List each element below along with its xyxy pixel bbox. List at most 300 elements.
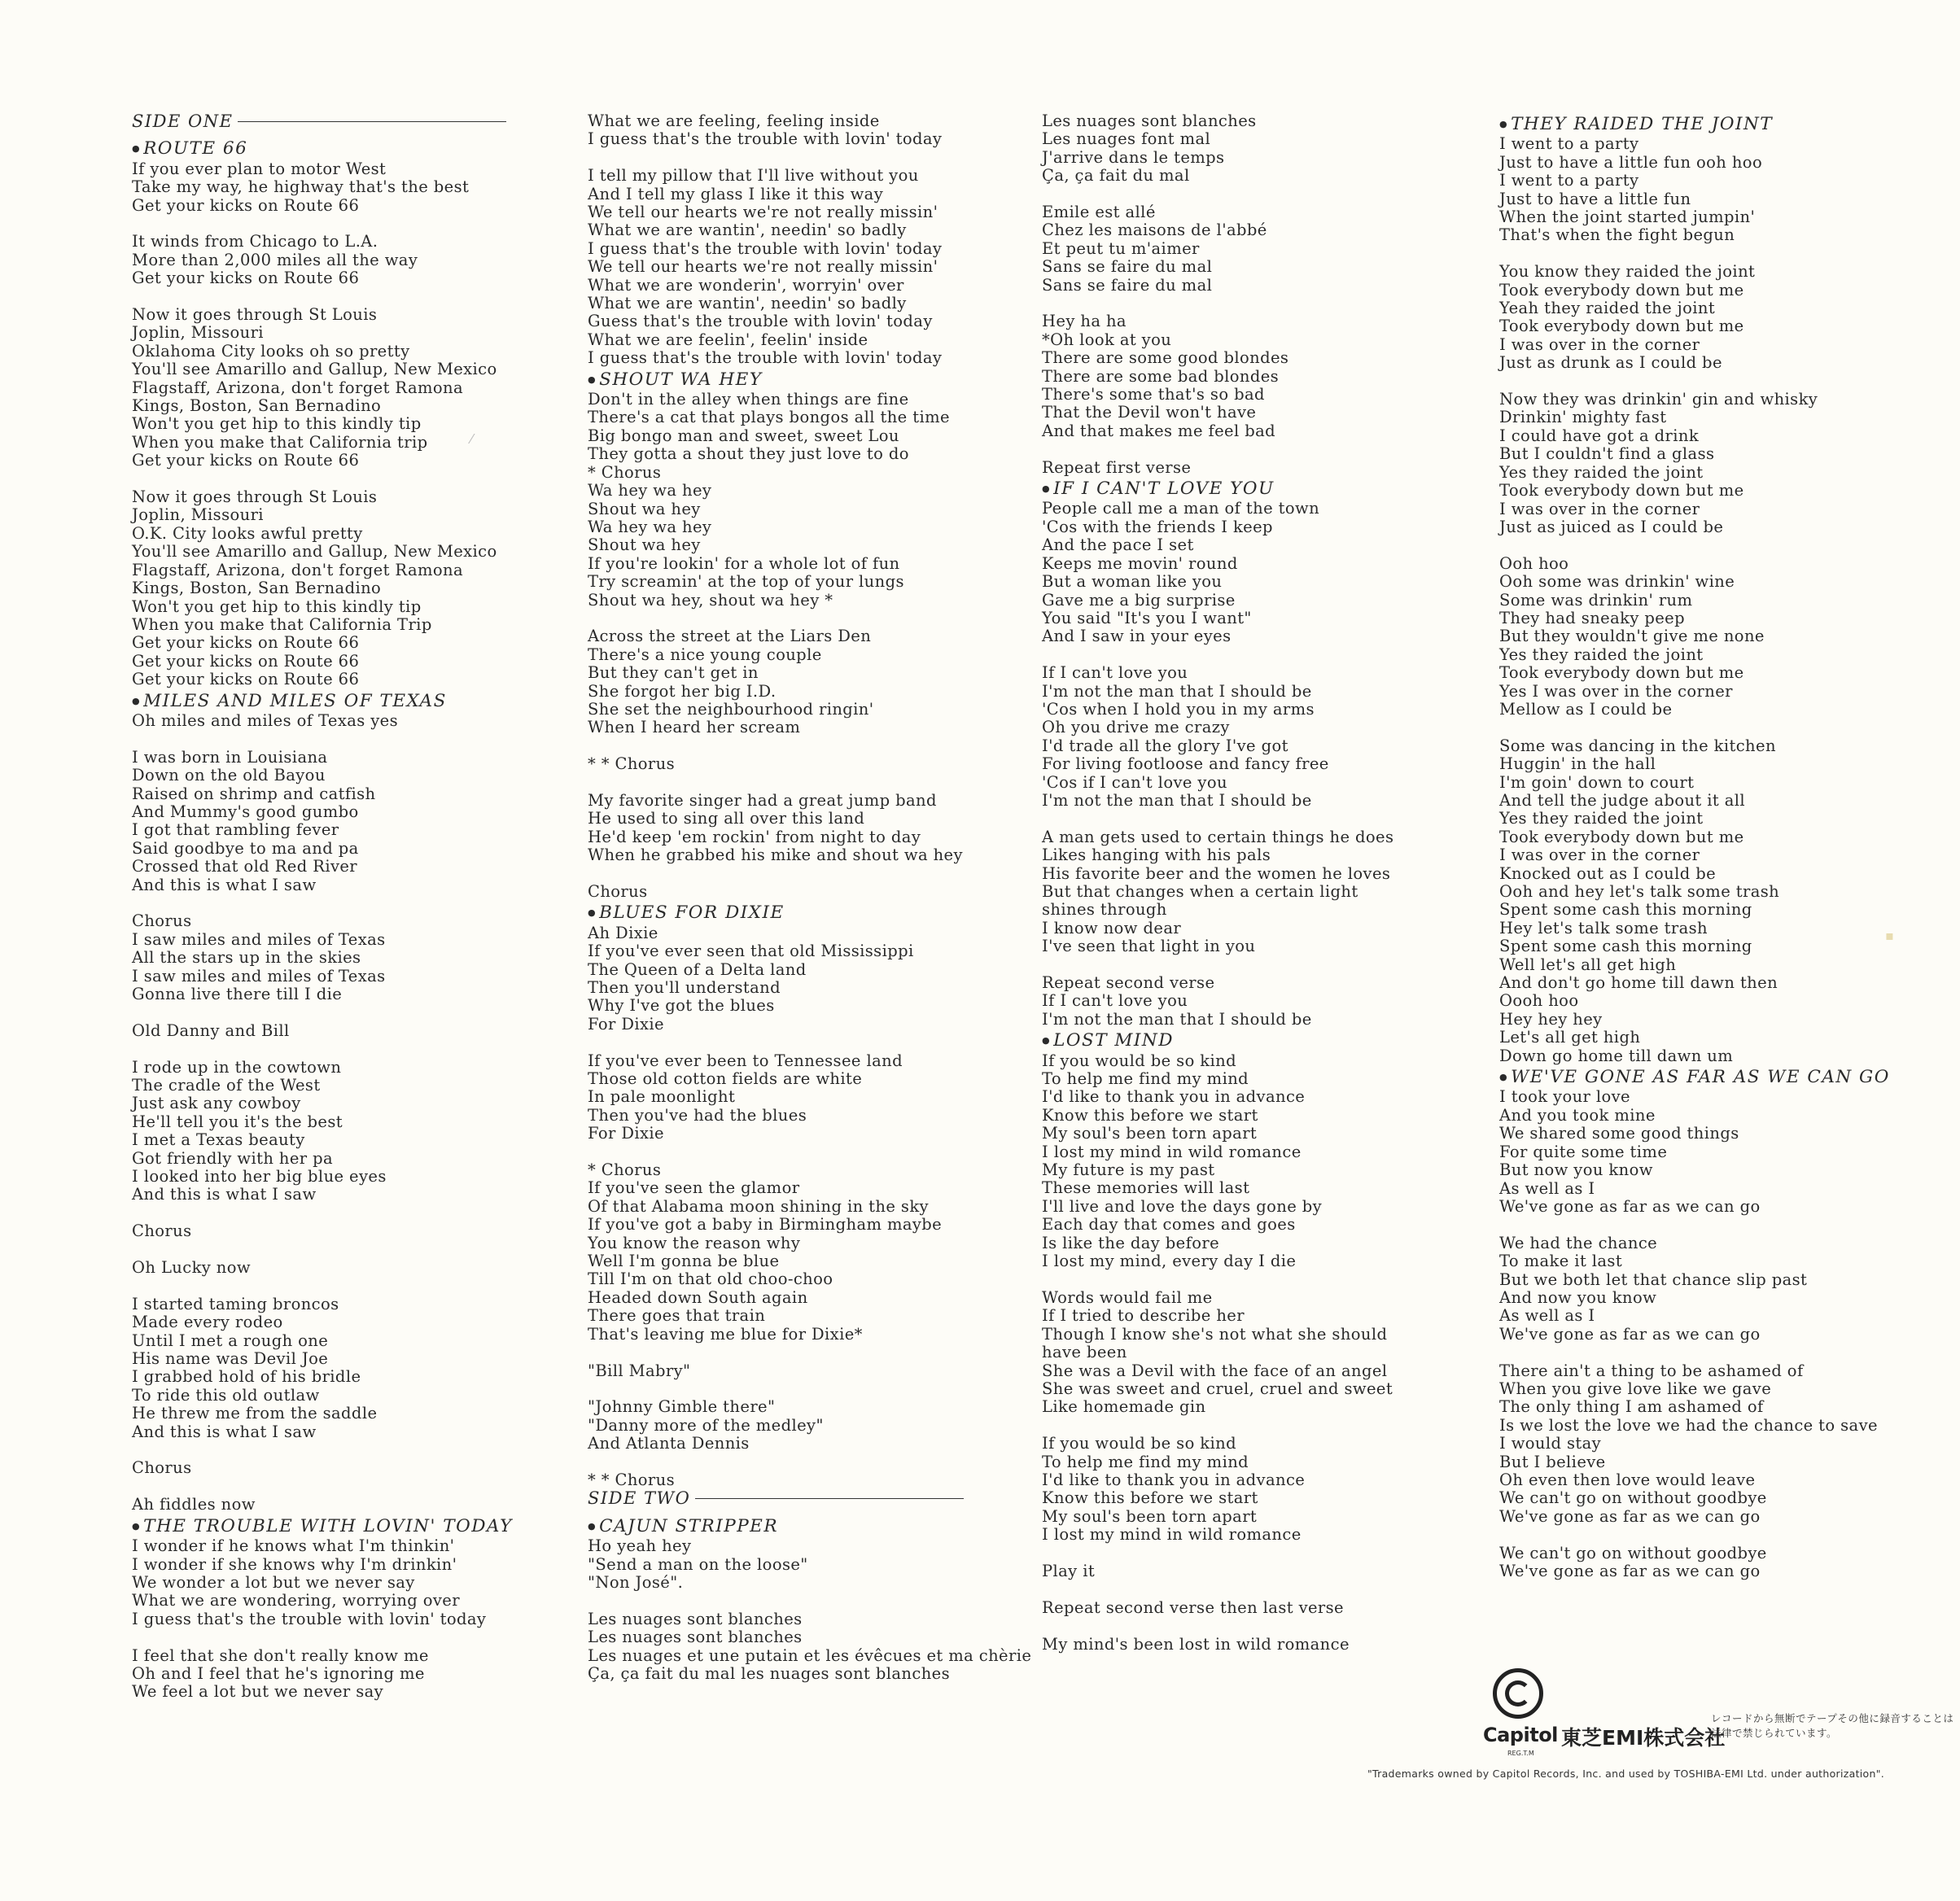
lyric-line: If you would be so kind [1042,1051,1237,1070]
lyric-line: Mellow as I could be [1499,699,1673,719]
bullet-icon: ● [588,907,597,919]
lyric-line: I'd trade all the glory I've got [1042,736,1288,755]
lyric-line: The only thing I am ashamed of [1499,1397,1764,1417]
bullet-icon: ● [132,143,142,155]
stanza-gap [132,1204,513,1222]
lyric-line: If you ever plan to motor West [132,159,387,178]
lyric-line: Crossed that old Red River [132,857,358,876]
lyric-line: To help me find my mind [1042,1452,1249,1471]
lyric-line: Now they was drinkin' gin and whisky [1499,390,1818,409]
lyric-line: What we are wantin', needin' so badly [588,294,907,313]
lyric-line: Sans se faire du mal [1042,257,1213,277]
lyric-line: Just as drunk as I could be [1499,353,1722,373]
stanza-gap [588,1592,1031,1610]
lyric-line: Les nuages sont blanches [588,1628,803,1647]
lyric-line: For quite some time [1499,1142,1668,1161]
lyric-line: Les nuages sont blanches [1042,111,1257,130]
lyric-line: What we are wonderin', worryin' over [588,275,904,295]
lyric-line: I saw miles and miles of Texas [132,966,386,985]
lyric-line: I lost my mind in wild romance [1042,1142,1302,1161]
lyric-line: We shared some good things [1499,1124,1739,1143]
lyric-line: Guess that's the trouble with lovin' today [588,312,933,331]
lyric-line: We wonder a lot but we never say [132,1572,415,1592]
capitol-reg-mark: REG.T.M [1507,1750,1534,1757]
lyric-line: We can't go on without goodbye [1499,1543,1767,1562]
lyric-line: I'll live and love the days gone by [1042,1196,1323,1216]
bullet-icon: ● [1042,1035,1052,1047]
lyric-line: When he grabbed his mike and shout wa hey [588,846,963,865]
lyric-line: J'arrive dans le temps [1042,147,1225,167]
lyric-line: You'll see Amarillo and Gallup, New Mexico [132,360,497,379]
lyric-line: But a woman like you [1042,572,1223,592]
lyric-line: There's a cat that plays bongos all the time [588,408,950,427]
lyric-line: For Dixie [588,1124,664,1143]
lyric-line: Drinkin' mighty fast [1499,408,1667,427]
song-title-text: THEY RAIDED THE JOINT [1511,114,1774,134]
lyric-line: But we both let that chance slip past [1499,1270,1808,1289]
lyric-line: If I can't love you [1042,663,1188,683]
lyric-line: We can't go on without goodbye [1499,1488,1767,1508]
lyric-line: Ooh and hey let's talk some trash [1499,882,1780,901]
lyric-line: You'll see Amarillo and Gallup, New Mexico [132,542,497,562]
lyric-line: Emile est allé [1042,203,1156,222]
lyric-line: What we are wantin', needin' so badly [588,221,907,240]
lyric-line: There's some that's so bad [1042,385,1265,404]
lyric-line: Took everybody down but me [1499,481,1744,500]
lyric-line: Till I'm on that old choo-choo [588,1270,833,1289]
lyric-line: Ah fiddles now [132,1495,256,1514]
lyric-line: Made every rodeo [132,1313,283,1332]
lyric-line: I wonder if she knows why I'm drinkin' [132,1554,457,1574]
lyric-line: If you would be so kind [1042,1434,1237,1453]
lyric-line: Get your kicks on Route 66 [132,269,360,288]
lyric-line: I'd like to thank you in advance [1042,1087,1306,1107]
lyric-line: Take my way, he highway that's the best [132,177,470,197]
lyric-line: I guess that's the trouble with lovin' today [588,348,943,368]
lyric-line: Took everybody down but me [1499,663,1744,683]
lyric-line: What we are wondering, worrying over [132,1591,460,1610]
lyric-line: I lost my mind in wild romance [1042,1525,1302,1545]
lyric-line: Down go home till dawn um [1499,1046,1734,1065]
lyric-line: Et peut tu m'aimer [1042,238,1200,258]
song-title [588,371,1031,389]
lyric-line: Oh you drive me crazy [1042,718,1230,737]
lyric-line: Les nuages font mal [1042,129,1211,149]
lyric-line: Words would fail me [1042,1287,1213,1307]
lyric-line: His favorite beer and the women he loves [1042,863,1391,883]
lyric-line: And I saw in your eyes [1042,627,1232,646]
lyric-line: But I believe [1499,1452,1606,1471]
lyric-line: As well as I [1499,1178,1595,1198]
lyric-line: When I heard her scream [588,718,801,737]
lyric-line: Big bongo man and sweet, sweet Lou [588,426,899,445]
song-title [1499,1068,1890,1086]
lyric-line: And this is what I saw [132,1422,317,1441]
lyrics-column-2 [588,112,1031,1683]
stanza-gap [588,1453,1031,1471]
lyric-line: Likes hanging with his pals [1042,846,1271,865]
lyric-line: He'll tell you it's the best [132,1112,343,1131]
lyric-line: I was over in the corner [1499,846,1700,865]
lyric-line: People call me a man of the town [1042,499,1320,518]
stanza-gap [588,1034,1031,1051]
lyric-line: "Bill Mabry" [588,1361,691,1380]
bullet-icon: ● [132,1520,142,1532]
bullet-icon: ● [1042,483,1052,495]
song-title [132,140,513,158]
stanza-gap [132,1241,513,1259]
stanza-gap [1499,1526,1890,1544]
lyric-line: Hey let's talk some trash [1499,918,1708,937]
lyric-line: And Atlanta Dennis [588,1434,750,1453]
stanza-gap [1042,295,1393,312]
lyric-line: Those old cotton fields are white [588,1069,863,1089]
lyric-line: When you make that California Trip [132,614,432,634]
song-title [588,1515,1031,1536]
song-title [1042,480,1393,498]
lyric-line: have been [1042,1343,1127,1362]
lyric-line: Took everybody down but me [1499,280,1744,299]
lyric-line: shines through [1042,900,1167,920]
lyric-line: It winds from Chicago to L.A. [132,232,378,251]
lyric-line: Oooh hoo [1499,991,1579,1011]
lyric-line: And I tell my glass I like it this way [588,184,884,203]
lyric-line: There are some bad blondes [1042,366,1280,386]
song-title [1499,116,1890,133]
lyric-line: Joplin, Missouri [132,323,264,343]
lyric-line: Is like the day before [1042,1233,1220,1252]
lyric-line: When the joint started jumpin' [1499,208,1756,227]
lyric-line: Ooh some was drinkin' wine [1499,572,1735,592]
lyric-line: And Mummy's good gumbo [132,802,359,821]
lyric-line: Yeah they raided the joint [1499,299,1716,318]
stanza-gap [1042,1417,1393,1435]
song-title-text: SHOUT WA HEY [599,369,763,390]
lyric-line: "Johnny Gimble there" [588,1397,776,1417]
lyric-line: But that changes when a certain light [1042,881,1358,901]
lyric-line: "Danny more of the medley" [588,1415,824,1435]
lyric-line: To make it last [1499,1252,1623,1271]
lyric-line: Get your kicks on Route 66 [132,651,360,671]
lyric-line: Let's all get high [1499,1028,1641,1047]
lyric-line: A man gets used to certain things he does [1042,827,1394,846]
lyric-line: Chorus [132,1221,192,1241]
lyric-line: Chorus [132,1458,192,1478]
lyric-line: Each day that comes and goes [1042,1215,1296,1235]
lyric-line: I started taming broncos [132,1294,339,1313]
song-title-text: THE TROUBLE WITH LOVIN' TODAY [143,1515,513,1536]
stanza-gap [132,1277,513,1295]
stanza-gap [1042,1580,1393,1598]
lyric-line: And now you know [1499,1287,1657,1307]
lyric-line: Of that Alabama moon shining in the sky [588,1196,929,1216]
lyric-line: We've gone as far as we can go [1499,1196,1761,1216]
scan-mark: ▪ [1885,928,1894,943]
lyric-line: * * Chorus [588,1470,676,1489]
lyric-line: More than 2,000 miles all the way [132,250,418,269]
lyric-line: I rode up in the cowtown [132,1057,342,1077]
lyric-line: They gotta a shout they just love to do [588,444,909,464]
lyric-line: Then you've had the blues [588,1105,807,1125]
lyric-line: Gave me a big surprise [1042,590,1236,610]
lyric-line: You know the reason why [588,1233,801,1252]
lyric-line: Play it [1042,1561,1096,1580]
lyric-line: Gonna live there till I die [132,985,343,1004]
lyric-line: I guess that's the trouble with lovin' today [588,238,943,258]
side-heading [588,1489,1031,1507]
lyric-line: They had sneaky peep [1499,608,1685,627]
lyric-line: He'd keep 'em rockin' from night to day [588,827,921,846]
song-title [1042,1032,1393,1050]
lyric-line: * Chorus [588,1160,662,1180]
lyric-line: Repeat first verse [1042,457,1192,477]
lyric-line: Flagstaff, Arizona, don't forget Ramona [132,378,463,397]
lyric-line: For Dixie [588,1014,664,1034]
lyrics-column-4 [1499,112,1890,1580]
stanza-gap [588,149,1031,167]
lyric-line: Keeps me movin' round [1042,553,1238,573]
stanza-gap [1042,1271,1393,1289]
lyric-line: I know now dear [1042,918,1182,937]
lyric-line: Just as juiced as I could be [1499,517,1724,536]
lyric-line: That's when the fight begun [1499,225,1735,245]
lyric-line: Got friendly with her pa [132,1148,334,1168]
lyric-line: 'Cos if I can't love you [1042,772,1227,792]
lyric-line: His name was Devil Joe [132,1349,329,1369]
stanza-gap [132,1441,513,1459]
lyric-line: I lost my mind, every day I die [1042,1252,1297,1271]
stanza-gap [1042,440,1393,458]
lyric-line: I went to a party [1499,171,1639,190]
lyric-line: Wa hey wa hey [588,517,712,536]
lyric-line: But they wouldn't give me none [1499,627,1765,646]
lyric-line: I guess that's the trouble with lovin' today [588,129,943,149]
stanza-gap [1042,1617,1393,1635]
lyric-line: Until I met a rough one [132,1331,329,1350]
lyric-line: Yes they raided the joint [1499,809,1704,828]
song-title-text: ROUTE 66 [143,138,248,160]
lyric-line: Yes I was over in the corner [1499,681,1733,701]
stanza-gap [132,288,513,306]
song-title [588,904,1031,922]
stanza-gap [1499,719,1890,736]
lyric-line: Ho yeah hey [588,1536,692,1556]
lyric-line: Now it goes through St Louis [132,305,378,325]
lyric-line: We've gone as far as we can go [1499,1506,1761,1526]
lyric-line: Wa hey wa hey [588,481,712,500]
song-title-text: IF I CAN'T LOVE YOU [1053,479,1275,500]
lyric-line: Hey hey hey [1499,1009,1603,1029]
lyrics-column-1 [132,112,513,1702]
side-heading-rule [238,121,506,122]
lyric-line: What we are feelin', feelin' inside [588,330,868,349]
lyric-line: Knocked out as I could be [1499,863,1717,883]
stanza-gap [588,1143,1031,1161]
lyric-line: I feel that she don't really know me [132,1645,429,1665]
lyric-line: Though I know she's not what she should [1042,1324,1388,1344]
lyric-line: Kings, Boston, San Bernadino [132,579,382,598]
side-heading [132,112,513,130]
lyric-line: There goes that train [588,1306,766,1326]
lyric-line: I'm not the man that I should be [1042,681,1312,701]
lyric-line: Ça, ça fait du mal les nuages sont blanches [588,1663,951,1683]
lyric-line: Just to have a little fun ooh hoo [1499,152,1763,172]
lyric-line: What we are feeling, feeling inside [588,111,880,130]
stanza-gap [132,1040,513,1058]
lyric-line: We feel a lot but we never say [132,1682,384,1702]
lyric-line: She was a Devil with the face of an angel [1042,1361,1388,1380]
lyric-line: Les nuages sont blanches [588,1609,803,1628]
lyric-line: We've gone as far as we can go [1499,1324,1761,1344]
lyric-line: For living footloose and fancy free [1042,754,1329,774]
lyric-line: "Non José". [588,1572,684,1592]
lyric-line: Know this before we start [1042,1105,1258,1125]
lyric-line: I'm not the man that I should be [1042,1009,1312,1029]
lyric-line: I met a Texas beauty [132,1130,305,1150]
lyric-line: Some was dancing in the kitchen [1499,736,1776,755]
lyric-line: And the pace I set [1042,535,1194,555]
lyric-line: Ooh hoo [1499,553,1569,573]
lyric-line: Don't in the alley when things are fine [588,390,909,409]
lyric-line: If you've got a baby in Birmingham maybe [588,1215,943,1235]
lyric-line: I grabbed hold of his bridle [132,1367,361,1387]
lyric-line: I saw miles and miles of Texas [132,929,386,949]
lyric-line: My soul's been torn apart [1042,1124,1258,1143]
side-heading-text: SIDE ONE [132,111,234,131]
copyright-notice: レコードから無断でテープその他に録音することは法律で禁じられています。 [1711,1712,1954,1739]
lyric-line: We tell our hearts we're not really missin' [588,257,938,277]
lyric-line: And don't go home till dawn then [1499,973,1778,993]
bullet-icon: ● [1499,1072,1509,1083]
lyric-line: *Oh look at you [1042,330,1172,349]
lyric-line: Just ask any cowboy [132,1094,301,1113]
lyric-line: We've gone as far as we can go [1499,1561,1761,1580]
stanza-gap [588,610,1031,627]
stanza-gap [132,215,513,233]
lyric-line: In pale moonlight [588,1087,736,1107]
lyric-line: Sans se faire du mal [1042,275,1213,295]
lyric-line: Took everybody down but me [1499,827,1744,846]
song-title-text: LOST MIND [1053,1030,1174,1051]
stanza-gap [588,1344,1031,1361]
lyric-line: When you give love like we gave [1499,1379,1772,1398]
lyric-line: Shout wa hey [588,499,701,518]
lyric-line: There ain't a thing to be ashamed of [1499,1361,1804,1380]
song-title [132,1515,513,1536]
lyric-line: We tell our hearts we're not really missin' [588,203,938,222]
lyric-line: Old Danny and Bill [132,1020,290,1040]
lyric-line: My soul's been torn apart [1042,1506,1258,1526]
lyric-line: Get your kicks on Route 66 [132,195,360,215]
lyric-line: Oklahoma City looks oh so pretty [132,341,410,361]
lyric-line: "Send a man on the loose" [588,1554,808,1574]
lyric-line: I would stay [1499,1434,1602,1453]
lyric-line: * * Chorus [588,754,676,774]
song-title-text: BLUES FOR DIXIE [599,902,785,924]
trademark-notice: "Trademarks owned by Capitol Records, Inc. and used by TOSHIBA-EMI Ltd. under authorization". [1367,1768,1885,1780]
lyric-line: I looked into her big blue eyes [132,1167,387,1186]
lyric-line: The Queen of a Delta land [588,959,807,979]
lyric-line: Oh even then love would leave [1499,1470,1756,1489]
stanza-gap [132,1478,513,1496]
lyric-line: She forgot her big I.D. [588,681,777,701]
scan-mark: ⁄ [470,431,473,447]
stanza-gap [1499,245,1890,263]
lyric-line: Repeat second verse then last verse [1042,1597,1344,1617]
lyric-line: Shout wa hey [588,535,701,555]
lyric-line: And that makes me feel bad [1042,421,1276,440]
bullet-icon: ● [132,695,142,706]
lyric-line: Chorus [132,911,192,931]
lyric-line: I'm goin' down to court [1499,772,1695,792]
lyric-line: And you took mine [1499,1105,1656,1125]
lyric-line: I went to a party [1499,134,1639,154]
lyric-line: Some was drinkin' rum [1499,590,1693,610]
lyric-line: There are some good blondes [1042,348,1289,368]
bullet-icon: ● [588,1520,597,1532]
lyric-line: Hey ha ha [1042,312,1127,331]
stanza-gap [1042,646,1393,664]
lyric-line: Shout wa hey, shout wa hey * [588,590,833,610]
lyric-line: Yes they raided the joint [1499,645,1704,664]
lyric-line: And tell the judge about it all [1499,790,1746,810]
capitol-logo-word: Capitol [1483,1724,1558,1746]
lyric-line: If you've ever been to Tennessee land [588,1051,903,1070]
side-heading-rule [695,1498,964,1499]
lyric-line: Took everybody down but me [1499,317,1744,336]
lyric-line: Oh miles and miles of Texas yes [132,710,399,730]
lyric-line: Get your kicks on Route 66 [132,451,360,470]
lyric-line: Raised on shrimp and catfish [132,784,376,803]
lyric-line: Flagstaff, Arizona, don't forget Ramona [132,560,463,579]
lyric-line: If I can't love you [1042,991,1188,1011]
lyric-line: As well as I [1499,1306,1595,1326]
lyric-line: Kings, Boston, San Bernadino [132,396,382,416]
lyric-line: All the stars up in the skies [132,948,361,968]
lyric-line: Headed down South again [588,1287,808,1307]
lyric-line: If you've seen the glamor [588,1178,800,1198]
stanza-gap [132,730,513,748]
lyric-line: He used to sing all over this land [588,809,865,828]
lyric-line: Why I've got the blues [588,996,775,1016]
lyric-line: I could have got a drink [1499,426,1700,445]
lyric-line: Chorus [588,881,648,901]
lyric-line: I took your love [1499,1087,1631,1107]
stanza-gap [1042,186,1393,203]
lyric-line: If you're lookin' for a whole lot of fun [588,553,900,573]
lyric-line: Like homemade gin [1042,1397,1206,1417]
lyric-line: Said goodbye to ma and pa [132,838,359,858]
lyric-line: Ah Dixie [588,923,658,942]
lyric-line: And this is what I saw [132,1185,317,1204]
bullet-icon: ● [588,374,597,385]
song-title-text: MILES AND MILES OF TEXAS [143,690,447,711]
lyric-line: I got that rambling fever [132,820,339,840]
lyric-line: She was sweet and cruel, cruel and sweet [1042,1379,1393,1398]
lyric-line: There's a nice young couple [588,645,822,664]
lyric-line: We had the chance [1499,1233,1658,1252]
stanza-gap [132,1003,513,1021]
lyric-line: That the Devil won't have [1042,403,1257,422]
lyric-line: Get your kicks on Route 66 [132,633,360,653]
lyric-line: He threw me from the saddle [132,1404,378,1423]
stanza-gap [132,470,513,488]
lyric-line: Try screamin' at the top of your lungs [588,572,904,592]
lyric-line: * Chorus [588,462,662,482]
lyric-line: Won't you get hip to this kindly tip [132,597,422,616]
lyric-line: Oh Lucky now [132,1258,251,1278]
lyric-line: 'Cos when I hold you in my arms [1042,699,1315,719]
